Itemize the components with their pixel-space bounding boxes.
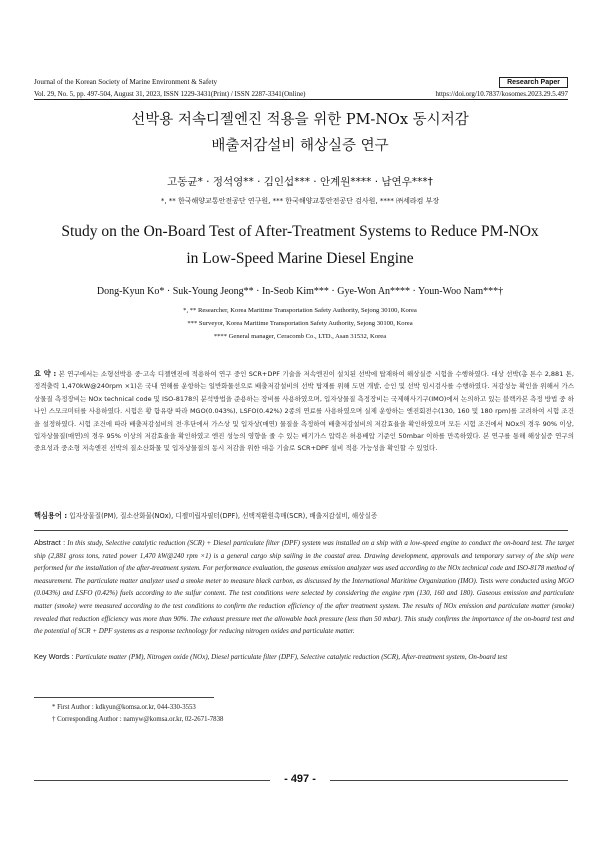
english-abstract-text: In this study, Selective catalytic reduction (SCR) + Diesel particulate filter (DPF) system was installed on a ship with a low-speed engine to conduct the on-board test. The target ship (2,881 gross tons, rated power 1,470 kW@240 rpm ×1) is a general cargo ship sailing in the coastal area. Drawing development, approvals and temporary survey of the ship were performed for the installation of the after-treatment system. For performance evaluation, the gaseous emission analyzer was used according to the NOx technical code and ISO-8178 method of measurement. The particulate matter analyzer used a smoke meter to measure black carbon, as discussed by the International Maritime Organization (IMO). Tests were conducted using MGO (0.043%) and LSFO (0.42%) fuels according to the sulfur content. The test conditions were selected by considering the engine rpm (130, 160 and 180). Gaseous emission and particulate matter (smoke) were measured according to the test conditions to confirm the reduction efficiency of the after treatment system. The results of NOx emission and particulate matter (smoke) revealed that reduction efficiency was more than 90%. The exhaust pressure met the allowable back pressure (less than 50 mbar). This study confirms the importance of the on-board test and the potential of SCR + DPF systems as a response technology for reducing nitrogen oxides and particulate matter. — [34, 539, 575, 636]
doi-link[interactable]: https://doi.org/10.7837/kosomes.2023.29.5.497 — [435, 90, 568, 98]
english-abstract-label: Abstract : — [34, 538, 66, 547]
section-divider — [34, 530, 568, 531]
korean-title-line-1: 선박용 저속디젤엔진 적용을 위한 PM-NOx 동시저감 — [131, 112, 469, 128]
english-title-line-1: Study on the On-Board Test of After-Treatment Systems to Reduce PM-NOx — [61, 223, 539, 240]
volume-line: Vol. 29, No. 5, pp. 497-504, August 31, 2023, ISSN 1229-3431(Print) / ISSN 2287-3341(Online) — [34, 90, 306, 98]
english-affiliation-3: **** General manager, Ceracomb Co., LTD., Asan 31532, Korea — [213, 333, 387, 340]
english-keywords — [34, 651, 574, 664]
footnote-rule — [34, 697, 214, 698]
korean-abstract — [34, 368, 574, 455]
page-number: - 497 - — [284, 773, 316, 785]
english-affiliation-2: *** Surveyor, Korea Maritime Transportation Safety Authority, Sejong 30100, Korea — [187, 320, 413, 327]
first-author-footnote: * First Author : kdkyun@komsa.or.kr, 044-330-3553 — [52, 704, 196, 711]
article-type-badge: Research Paper — [499, 77, 568, 88]
corresponding-author-footnote: † Corresponding Author : namyw@komsa.or.kr, 02-2671-7838 — [52, 716, 224, 723]
english-keywords-text: Particulate matter (PM), Nitrogen oxide (NOx), Diesel particulate filter (DPF), Selective catalytic reduction (SCR), After-treatment system, On-board test — [75, 653, 508, 661]
korean-keywords-label: 핵심용어 : — [34, 511, 68, 520]
english-abstract — [34, 537, 574, 638]
english-affiliation-1: *, ** Researcher, Korea Maritime Transportation Safety Authority, Sejong 30100, Korea — [183, 307, 417, 314]
korean-keywords — [34, 510, 574, 521]
english-keywords-label: Key Words : — [34, 652, 74, 661]
korean-keywords-text: 입자상물질(PM), 질소산화물(NOx), 디젤미립자필터(DPF), 선택적환원촉매(SCR), 배출저감설비, 해상실증 — [69, 512, 378, 520]
korean-abstract-text: 본 연구에서는 소형선박용 중·고속 디젤엔진에 적용하여 연구 중인 SCR+DPF 기술을 저속엔진이 설치된 선박에 탑재하여 해상실증 시험을 수행하였다. 대상 선박(총 톤수 2,881 톤, 정격출력 1,470kW@240rpm ×1)은 국내 연해를 운항하는 일반화물선으로 배출저감설비의 선박 탑재를 위해 도면 개발, 승인 및 선박 임시검사를 수행하였다. 저감성능 확인을 위해서 가스상물질 측정장비는 NOx technical code 및 ISO-8178의 분석방법을 준용하는 장비를 사용하였으며, 입자상물질 측정장비는 국제해사기구(IMO)에서 논의하고 있는 블랙카본 측정 방법 중 하나인 스모크미터를 사용하였다. 시험은 황 함유량 따라 MGO(0.043%), LSFO(0.42%) 2종의 연료를 사용하였으며 실제 운항하는 엔진회전수(130, 160 및 180 rpm)를 고려하여 시험 조건을 설정하였다. 시험 조건에 따라 배출저감설비의 전·후단에서 가스상 및 입자상(매연) 물질을 측정하여 배출저감설비의 저감효율을 확인하였으며 모든 시험 조건에서 NOx의 경우 90% 이상, 입자상물질(매연)의 경우 95% 이상의 저감효율을 확인하였고 엔진 성능의 영향을 줄 수 있는 배기가스 압력은 허용배압 기준인 50mbar 이하를 만족하였다. 본 연구를 통해 해상실증 연구의 중요성과 중소형 저속엔진 선박의 질소산화물 및 입자상물질의 동시 저감을 위한 대응 기술로 SCR+DPF 설비 적용 가능성을 확인할 수 있었다. — [34, 370, 574, 453]
english-title-line-2: in Low-Speed Marine Diesel Engine — [186, 250, 414, 267]
korean-authors: 고동균* · 정석영** · 김인섭*** · 안계원**** · 남연우***† — [167, 176, 433, 188]
korean-title-line-2: 배출저감설비 해상실증 연구 — [211, 138, 389, 154]
korean-affiliation: *, ** 한국해양교통안전공단 연구원, *** 한국해양교통안전공단 검사원, **** ㈜세라컴 부장 — [160, 197, 440, 205]
header-rule — [34, 99, 568, 100]
korean-abstract-label: 요 약 : — [34, 369, 57, 378]
english-authors: Dong-Kyun Ko* · Suk-Young Jeong** · In-Seob Kim*** · Gye-Won An**** · Youn-Woo Nam***† — [96, 286, 504, 297]
journal-name: Journal of the Korean Society of Marine Environment & Safety — [34, 78, 218, 86]
